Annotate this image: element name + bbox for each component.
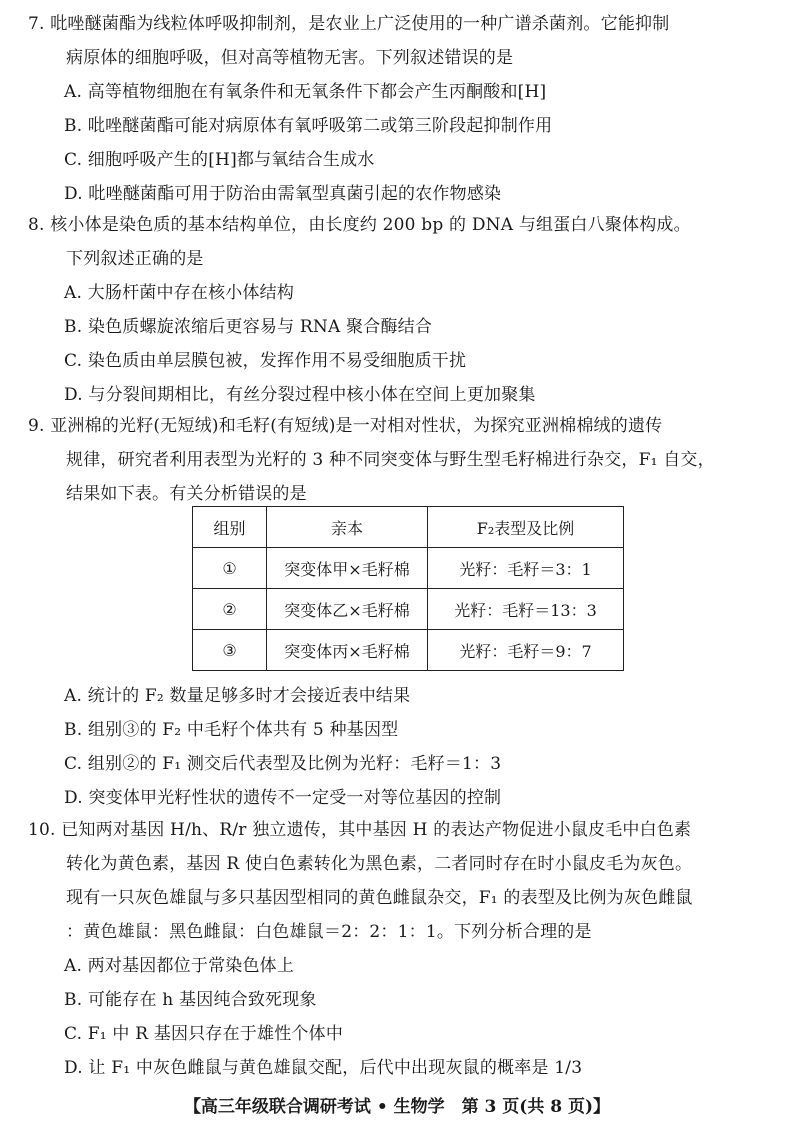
- q10-option-b: B. 可能存在 h 基因纯合致死现象: [64, 990, 317, 1010]
- table-cell: 光籽：毛籽＝9：7: [428, 630, 624, 671]
- q10-stem-line1: 10. 已知两对基因 H/h、R/r 独立遗传，其中基因 H 的表达产物促进小鼠皮毛中白色素: [28, 820, 692, 840]
- table-row: [193, 548, 624, 589]
- table-row: [193, 630, 624, 671]
- q9-stem-line1: 9. 亚洲棉的光籽(无短绒)和毛籽(有短绒)是一对相对性状，为探究亚洲棉棉绒的遗传: [28, 416, 663, 436]
- q8-stem-line2: 下列叙述正确的是: [66, 249, 204, 269]
- q7-option-d: D. 吡唑醚菌酯可用于防治由需氧型真菌引起的农作物感染: [64, 184, 502, 204]
- table-cell: 突变体乙×毛籽棉: [267, 589, 428, 630]
- q7-stem-line1: 7. 吡唑醚菌酯为线粒体呼吸抑制剂，是农业上广泛使用的一种广谱杀菌剂。它能抑制: [28, 14, 670, 34]
- q9-option-b: B. 组别③的 F₂ 中毛籽个体共有 5 种基因型: [64, 720, 399, 740]
- q9-option-a: A. 统计的 F₂ 数量足够多时才会接近表中结果: [64, 686, 411, 706]
- table-header-cell: 亲本: [267, 507, 428, 548]
- q9-stem-line3: 结果如下表。有关分析错误的是: [66, 484, 307, 504]
- q9-option-d: D. 突变体甲光籽性状的遗传不一定受一对等位基因的控制: [64, 788, 502, 808]
- q10-option-a: A. 两对基因都位于常染色体上: [64, 956, 295, 976]
- page-footer: 【高三年级联合调研考试 • 生物学 第 3 页(共 8 页)】: [183, 1097, 611, 1117]
- q9-stem-line2: 规律，研究者利用表型为光籽的 3 种不同突变体与野生型毛籽棉进行杂交，F₁ 自交，: [66, 450, 715, 470]
- q7-option-c: C. 细胞呼吸产生的[H]都与氧结合生成水: [64, 150, 375, 170]
- table-header-cell: F₂表型及比例: [428, 507, 624, 548]
- q8-stem-line1: 8. 核小体是染色质的基本结构单位，由长度约 200 bp 的 DNA 与组蛋白八聚体构成。: [28, 215, 691, 235]
- q10-stem-line3: 现有一只灰色雄鼠与多只基因型相同的黄色雌鼠杂交，F₁ 的表型及比例为灰色雌鼠: [66, 888, 693, 908]
- table-header-row: [193, 507, 624, 548]
- q10-stem-line2: 转化为黄色素，基因 R 使白色素转化为黑色素，二者同时存在时小鼠皮毛为灰色。: [66, 854, 693, 874]
- q10-option-c: C. F₁ 中 R 基因只存在于雄性个体中: [64, 1024, 344, 1044]
- table-cell: 突变体丙×毛籽棉: [267, 630, 428, 671]
- table-cell: ③: [193, 630, 267, 671]
- q9-option-c: C. 组别②的 F₁ 测交后代表型及比例为光籽：毛籽＝1：3: [64, 754, 502, 774]
- q9-results-table: [192, 506, 624, 671]
- q8-option-d: D. 与分裂间期相比，有丝分裂过程中核小体在空间上更加聚集: [64, 385, 536, 405]
- table-header-cell: 组别: [193, 507, 267, 548]
- q10-stem-line4: ：黄色雄鼠：黑色雌鼠：白色雄鼠＝2：2：1：1。下列分析合理的是: [66, 922, 592, 942]
- q10-option-d: D. 让 F₁ 中灰色雌鼠与黄色雄鼠交配，后代中出现灰鼠的概率是 1/3: [64, 1058, 583, 1078]
- table-cell: ②: [193, 589, 267, 630]
- q8-option-c: C. 染色质由单层膜包被，发挥作用不易受细胞质干扰: [64, 351, 467, 371]
- table-cell: ①: [193, 548, 267, 589]
- q7-stem-line2: 病原体的细胞呼吸，但对高等植物无害。下列叙述错误的是: [66, 48, 514, 68]
- q8-option-b: B. 染色质螺旋浓缩后更容易与 RNA 聚合酶结合: [64, 317, 433, 337]
- q7-option-a: A. 高等植物细胞在有氧条件和无氧条件下都会产生丙酮酸和[H]: [64, 82, 547, 102]
- q7-option-b: B. 吡唑醚菌酯可能对病原体有氧呼吸第二或第三阶段起抑制作用: [64, 116, 553, 136]
- table-cell: 光籽：毛籽＝13：3: [428, 589, 624, 630]
- q8-option-a: A. 大肠杆菌中存在核小体结构: [64, 283, 295, 303]
- table-row: [193, 589, 624, 630]
- table-cell: 突变体甲×毛籽棉: [267, 548, 428, 589]
- table-cell: 光籽：毛籽＝3：1: [428, 548, 624, 589]
